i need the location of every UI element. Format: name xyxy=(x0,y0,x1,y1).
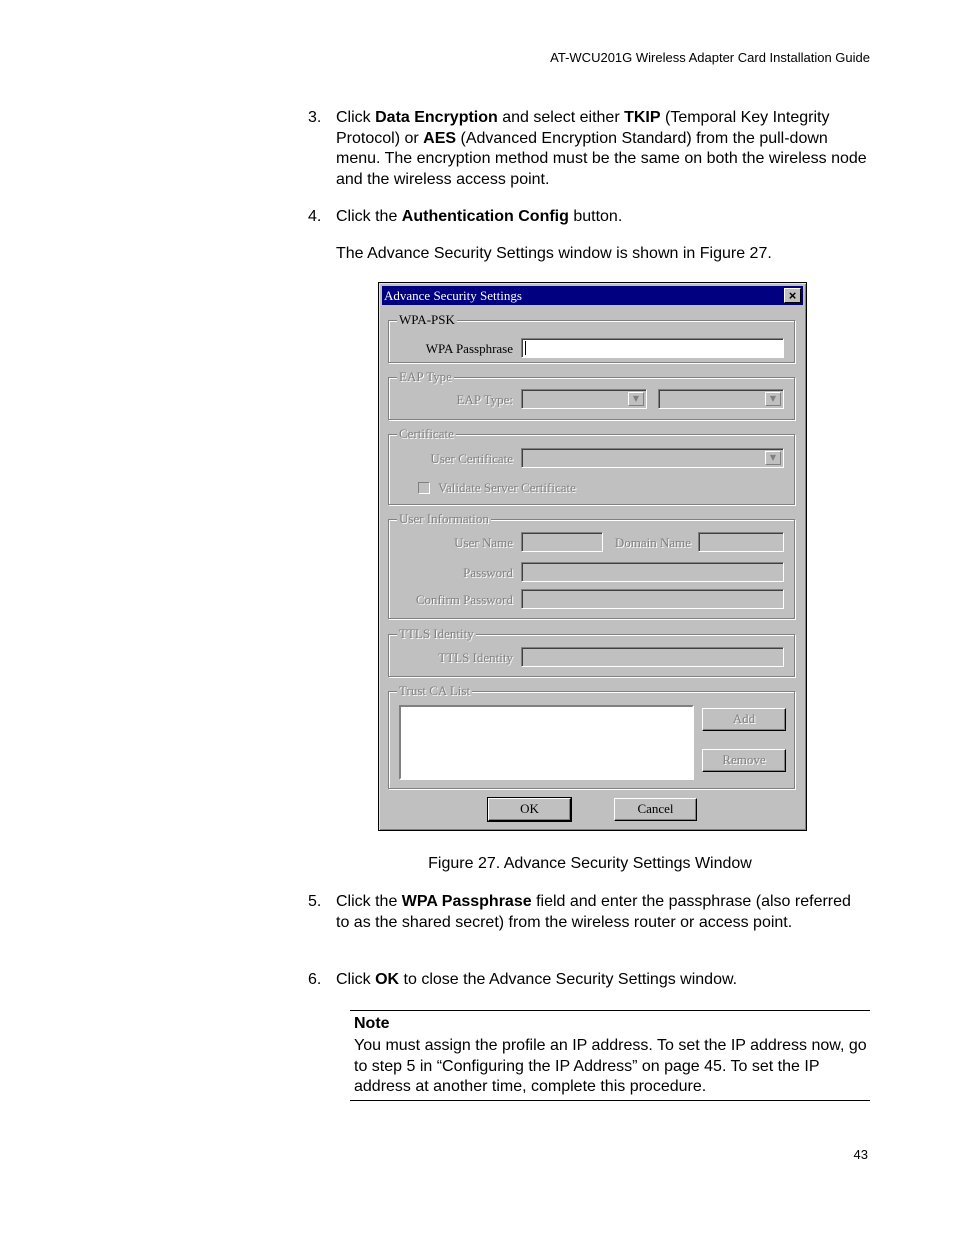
title-bar[interactable] xyxy=(382,286,803,305)
group-legend: Trust CA List xyxy=(399,683,471,698)
password-label: Password xyxy=(463,565,513,580)
chevron-down-icon: ▼ xyxy=(628,392,644,406)
ttls-identity-input[interactable] xyxy=(521,647,784,667)
wpa-passphrase-label: WPA Passphrase xyxy=(425,341,513,356)
password-input[interactable] xyxy=(521,562,784,582)
domain-name-label: Domain Name xyxy=(614,535,691,550)
user-certificate-label: User Certificate xyxy=(430,451,513,466)
close-button[interactable]: × xyxy=(784,288,801,303)
confirm-password-label: Confirm Password xyxy=(415,592,513,607)
note-box xyxy=(350,1010,870,1101)
eap-type-select[interactable] xyxy=(521,389,647,409)
step-number: 5. xyxy=(308,893,322,910)
step-text: Click the Authentication Config button. xyxy=(336,208,623,225)
step-text: Click the WPA Passphrase field and enter the passphrase (also referred to as the shared secret) from the wireless router or access point. xyxy=(336,893,851,931)
user-name-input[interactable] xyxy=(521,532,603,552)
ttls-identity-group xyxy=(388,626,795,677)
domain-name-input[interactable] xyxy=(698,532,784,552)
wpa-psk-group xyxy=(388,312,795,363)
eap-subtype-select[interactable] xyxy=(658,389,784,409)
page-number: 43 xyxy=(853,1147,868,1162)
note-title: Note xyxy=(354,1015,390,1032)
group-legend: Certificate xyxy=(399,426,454,441)
step-number: 6. xyxy=(308,971,322,988)
group-legend: EAP Type xyxy=(399,369,452,384)
trust-ca-list-group xyxy=(388,683,795,789)
ttls-identity-label: TTLS Identity xyxy=(438,650,513,665)
chevron-down-icon: ▼ xyxy=(765,392,781,406)
advance-security-settings-dialog xyxy=(378,282,807,831)
user-name-label: User Name xyxy=(454,535,513,550)
step-5 xyxy=(308,892,868,956)
ok-button[interactable]: OK xyxy=(488,798,571,821)
cancel-button[interactable]: Cancel xyxy=(614,798,697,821)
group-legend: TTLS Identity xyxy=(399,626,474,641)
group-legend: User Information xyxy=(399,511,489,526)
figure-caption: Figure 27. Advance Security Settings Window xyxy=(428,855,752,872)
step-number: 4. xyxy=(308,208,322,225)
trust-ca-list[interactable] xyxy=(399,705,694,780)
remove-button[interactable]: Remove xyxy=(702,749,786,772)
text-caret xyxy=(525,341,526,355)
chevron-down-icon: ▼ xyxy=(765,451,781,465)
group-legend: WPA-PSK xyxy=(399,312,455,327)
certificate-group xyxy=(388,426,795,505)
user-information-group xyxy=(388,511,795,619)
eap-type-group xyxy=(388,369,795,420)
running-header: AT-WCU201G Wireless Adapter Card Installation Guide xyxy=(550,50,870,65)
add-button[interactable]: Add xyxy=(702,708,786,731)
step-4 xyxy=(308,207,868,229)
eap-type-label: EAP Type: xyxy=(456,392,513,407)
validate-server-certificate-label: Validate Server Certificate xyxy=(438,480,576,495)
step-number: 3. xyxy=(308,109,322,126)
wpa-passphrase-input[interactable] xyxy=(521,338,784,358)
step-text: Click Data Encryption and select either TKIP (Temporal Key Integrity Protocol) or AES (Advanced Encryption Standard) from the pull-down menu. The encryption method must be the same on both the wireless node and the wireless access point. xyxy=(336,109,867,188)
step-6 xyxy=(308,970,868,992)
figure-intro: The Advance Security Settings window is shown in Figure 27. xyxy=(336,245,772,262)
validate-server-certificate-checkbox[interactable] xyxy=(418,482,430,494)
step-text: Click OK to close the Advance Security Settings window. xyxy=(336,971,738,988)
step-3 xyxy=(308,108,868,192)
user-certificate-select[interactable] xyxy=(521,448,784,468)
note-body: You must assign the profile an IP address. To set the IP address now, go to step 5 in “Configuring the IP Address” on page 45. To set the IP address at another time, complete this procedure. xyxy=(354,1037,867,1095)
confirm-password-input[interactable] xyxy=(521,589,784,609)
dialog-title: Advance Security Settings xyxy=(384,288,522,303)
